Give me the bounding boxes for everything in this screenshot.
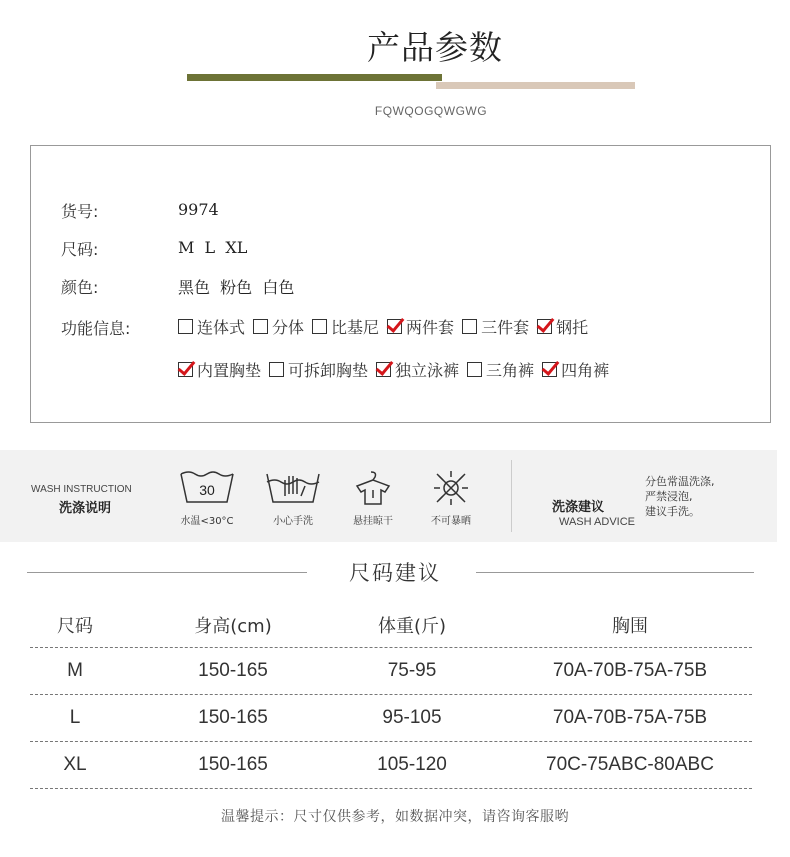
table-cell: 95-105: [382, 707, 442, 728]
features-label: 功能信息:: [61, 319, 131, 338]
wash-divider: [511, 460, 512, 532]
checked-box-icon: [178, 362, 193, 377]
feature-option: [178, 358, 261, 381]
table-cell: 150-165: [198, 754, 268, 775]
unchecked-box-icon: [467, 362, 482, 377]
feature-option: [387, 315, 454, 338]
feature-option: [467, 358, 534, 381]
feature-label: 独立泳裤: [395, 361, 460, 380]
no-sun-label: 不可暴晒: [431, 516, 471, 527]
column-header: 体重(斤): [377, 616, 447, 637]
checked-box-icon: [376, 362, 391, 377]
feature-option: [312, 315, 379, 338]
size-table: [30, 600, 752, 789]
unchecked-box-icon: [269, 362, 284, 377]
checked-box-icon: [387, 319, 402, 334]
no-sun-icon: [421, 468, 481, 508]
table-cell: 70C-75ABC-80ABC: [546, 754, 714, 775]
table-cell: 70A-70B-75A-75B: [552, 707, 708, 728]
column-header: 身高(cm): [194, 616, 272, 637]
page-subtitle: FQWQOGQWGWG: [374, 104, 488, 118]
feature-label: 钢托: [556, 318, 589, 337]
table-cell: 150-165: [198, 707, 268, 728]
hang-dry-label: 悬挂晾干: [353, 516, 393, 527]
checked-box-icon: [542, 362, 557, 377]
unchecked-box-icon: [312, 319, 327, 334]
feature-label: 四角裤: [561, 361, 610, 380]
column-header: 胸围: [612, 616, 648, 637]
unchecked-box-icon: [462, 319, 477, 334]
product-info-box: [30, 145, 771, 423]
table-cell: 105-120: [377, 754, 447, 775]
color-values: 黑色 粉色 白色: [178, 278, 295, 297]
hand-wash: [263, 468, 323, 527]
wash-advice-title-en: WASH ADVICE: [559, 516, 635, 528]
table-row: [30, 648, 752, 695]
feature-option: [376, 358, 459, 381]
hang-dry-icon: [343, 468, 403, 508]
feature-label: 三件套: [481, 318, 530, 337]
wash-temp-text: 30: [199, 482, 215, 498]
wash-advice-line: 分色常温洗涤,: [645, 475, 715, 488]
hand-wash-icon: [263, 468, 323, 508]
feature-label: 比基尼: [331, 318, 380, 337]
size-note: 温馨提示：尺寸仅供参考，如数据冲突，请咨询客服哟: [221, 809, 569, 825]
size-section-header: [0, 557, 790, 587]
wash-temp: [177, 468, 237, 527]
hang-dry: [343, 468, 403, 527]
table-cell: 75-95: [387, 660, 437, 681]
wash-tub-30-icon: [177, 468, 237, 508]
feature-label: 两件套: [406, 318, 455, 337]
feature-label: 三角裤: [486, 361, 535, 380]
features-row-2: [178, 358, 617, 381]
feature-option: [269, 358, 368, 381]
beige-accent-bar: [436, 82, 635, 89]
feature-label: 内置胸垫: [197, 361, 262, 380]
table-cell: 150-165: [198, 660, 268, 681]
divider-line: [476, 572, 754, 573]
unchecked-box-icon: [253, 319, 268, 334]
olive-accent-bar: [187, 74, 442, 81]
feature-option: [462, 315, 529, 338]
wash-title-en: WASH INSTRUCTION: [31, 484, 132, 495]
feature-option: [178, 315, 245, 338]
table-cell: L: [69, 707, 81, 728]
table-header-row: [30, 600, 752, 648]
unchecked-box-icon: [178, 319, 193, 334]
no-sun: [421, 468, 481, 527]
size-label: 尺码:: [61, 240, 99, 259]
wash-advice-line: 严禁浸泡,: [645, 490, 693, 503]
wash-advice-title-cn: 洗涤建议: [552, 500, 605, 515]
hand-wash-label: 小心手洗: [273, 516, 313, 527]
feature-label: 可拆卸胸垫: [288, 361, 369, 380]
wash-advice-line: 建议手洗。: [645, 505, 700, 518]
feature-option: [253, 315, 304, 338]
column-header: 尺码: [57, 616, 93, 637]
feature-option: [537, 315, 588, 338]
color-label: 颜色:: [61, 278, 99, 297]
table-cell: M: [67, 660, 83, 681]
size-values: M L XL: [178, 238, 248, 257]
features-row-1: [178, 315, 596, 338]
wash-temp-label: 水温<30°C: [180, 516, 234, 527]
size-section-title: 尺码建议: [349, 561, 441, 585]
feature-label: 分体: [272, 318, 305, 337]
table-cell: XL: [63, 754, 87, 775]
feature-label: 连体式: [197, 318, 246, 337]
table-cell: 70A-70B-75A-75B: [552, 660, 708, 681]
wash-instruction-strip: [0, 450, 777, 542]
table-row: [30, 742, 752, 789]
item-no-value: 9974: [178, 200, 219, 219]
wash-title-cn: 洗涤说明: [59, 501, 112, 516]
checked-box-icon: [537, 319, 552, 334]
table-row: [30, 695, 752, 742]
feature-option: [542, 358, 609, 381]
item-no-label: 货号:: [61, 202, 99, 221]
page-title: 产品参数: [367, 28, 503, 67]
wash-advice-text: [645, 474, 715, 519]
